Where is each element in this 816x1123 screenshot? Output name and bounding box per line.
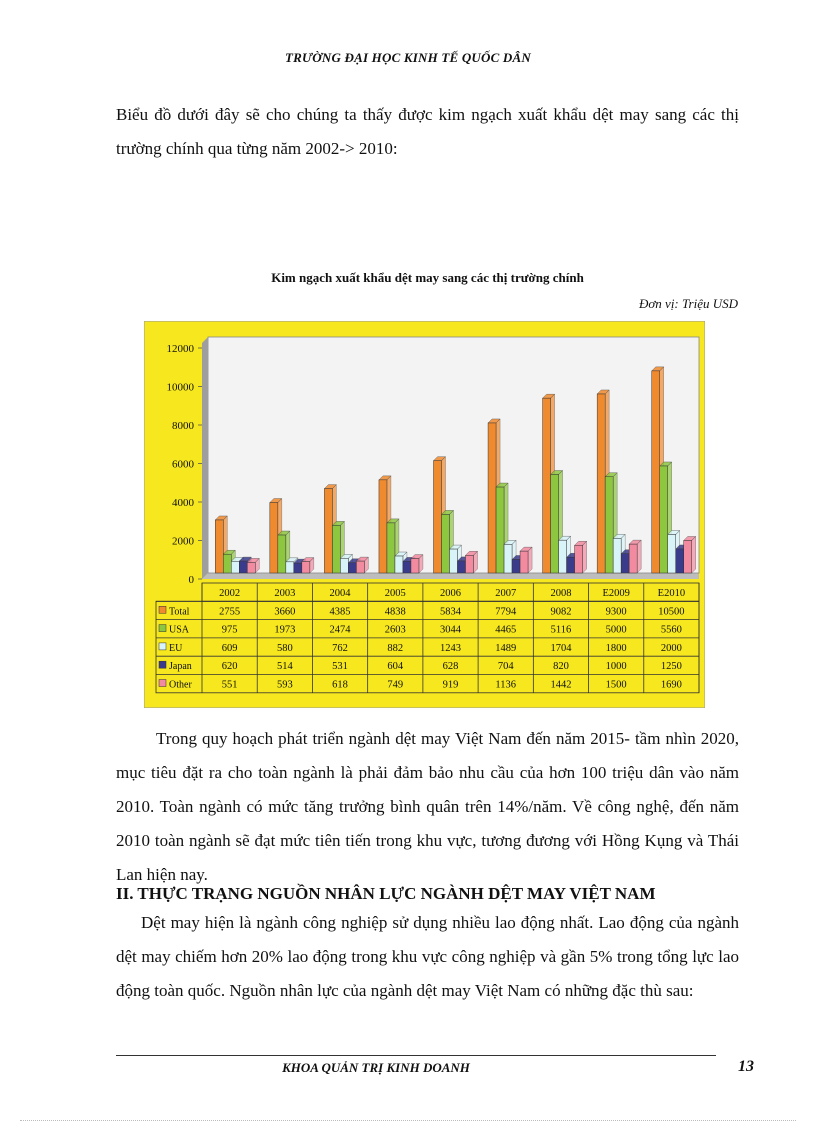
bar-eu (286, 562, 294, 573)
bar-eu (231, 561, 239, 573)
table-cell-value: 975 (221, 624, 238, 636)
table-cell-value: 4838 (384, 606, 406, 618)
bar-other (575, 545, 583, 573)
table-category-label: 2003 (274, 588, 296, 599)
legend-label: Total (169, 606, 190, 618)
table-cell-value: 704 (497, 661, 514, 673)
table-cell-value: 919 (442, 679, 459, 691)
bar-japan (621, 554, 629, 573)
bar-japan (294, 563, 302, 573)
table-cell-value: 628 (442, 661, 459, 673)
table-cell-value: 2603 (384, 624, 406, 636)
table-cell-value: 882 (387, 642, 404, 654)
planning-paragraph: Trong quy hoạch phát triển ngành dệt may Việt Nam đến năm 2015- tầm nhìn 2020, mục tiêu đặt ra cho toàn ngành là phải đảm bảo nhu cầu của hơn 100 triệu dân vào năm 2010. Toàn ngành có mức tăng trưởng bình quân trên 14%/năm. Về công nghệ, đến năm 2010 toàn ngành sẽ đạt mức tiên tiến trong khu vực, tương đương với Hồng Kụng và Thái Lan hiện nay. (116, 729, 739, 884)
bar-japan (239, 561, 247, 573)
legend-label: Japan (169, 661, 192, 673)
table-category-label: E2010 (657, 588, 686, 599)
table-cell-value: 9300 (605, 606, 627, 618)
table-cell-value: 820 (553, 661, 569, 673)
y-tick-label: 8000 (172, 420, 194, 432)
bar-eu (559, 540, 567, 573)
y-tick-label: 2000 (172, 535, 194, 548)
bar-japan (458, 561, 466, 573)
bar-total (434, 461, 442, 573)
table-cell-value: 3660 (274, 606, 296, 618)
y-tick-label: 10000 (166, 381, 194, 394)
table-cell-value: 551 (221, 679, 238, 691)
bar-total (597, 394, 605, 573)
table-cell-value: 1690 (660, 679, 682, 691)
table-cell-value: 593 (276, 679, 293, 691)
bar-usa (332, 525, 340, 573)
table-cell-value: 3044 (440, 624, 461, 636)
table-category-label: 2007 (495, 588, 517, 599)
legend-label: USA (169, 624, 190, 636)
bar-usa (660, 466, 668, 573)
y-tick-label: 0 (188, 574, 194, 586)
bar-usa (496, 487, 504, 573)
table-cell-value: 2755 (219, 606, 241, 618)
table-cell-value: 604 (387, 661, 404, 673)
table-cell-value: 620 (221, 661, 238, 673)
workforce-paragraph: Dệt may hiện là ngành công nghiệp sử dụng nhiều lao động nhất. Lao động của ngành dệt may chiếm hơn 20% lao động trong khu vực công nghiệp và gần 5% trong tổng lực lao động toàn quốc. Nguồn nhân lực của ngành dệt may Việt Nam có những đặc thù sau: (116, 913, 739, 1000)
bar-eu (450, 549, 458, 573)
table-cell-value: 1973 (274, 624, 296, 636)
bar-side-face (528, 547, 532, 573)
table-cell-value: 514 (276, 661, 293, 673)
table-cell-value: 5000 (605, 624, 627, 636)
table-category-label: 2004 (329, 588, 351, 599)
table-category-label: 2005 (384, 588, 406, 599)
legend-swatch-eu (159, 643, 166, 650)
table-cell-value: 618 (332, 679, 348, 691)
export-chart (144, 321, 705, 708)
table-cell-value: 10500 (658, 606, 685, 618)
table-cell-value: 4465 (495, 624, 517, 636)
table-cell-value: 1243 (440, 642, 461, 654)
bar-total (488, 423, 496, 573)
table-cell-value: 7794 (495, 606, 517, 618)
page-boundary (20, 1120, 796, 1121)
page-header: TRƯỜNG ĐẠI HỌC KINH TẾ QUỐC DÂN (285, 50, 531, 65)
bar-total (324, 489, 332, 573)
bar-usa (605, 477, 613, 573)
table-cell-value: 1489 (495, 642, 517, 654)
chart-caption: Kim ngạch xuất khẩu dệt may sang các thị trường chính (271, 270, 584, 285)
table-cell-value: 1800 (605, 642, 627, 654)
table-cell-value: 1442 (550, 679, 572, 691)
table-cell-value: 580 (276, 642, 293, 654)
y-tick-label: 4000 (172, 497, 194, 509)
table-category-label: E2009 (602, 588, 630, 599)
bar-japan (567, 557, 575, 573)
bar-japan (348, 563, 356, 573)
bar-eu (613, 538, 621, 573)
table-cell-value: 9082 (550, 606, 572, 618)
table-cell-value: 5834 (440, 606, 461, 618)
legend-swatch-total (159, 606, 166, 613)
bar-eu (340, 558, 348, 573)
bar-total (270, 503, 278, 573)
bar-japan (403, 561, 411, 573)
table-cell-value: 5116 (550, 624, 572, 636)
bar-japan (676, 549, 684, 573)
table-cell-value: 1250 (660, 661, 682, 673)
page-number: 13 (738, 1058, 754, 1075)
bar-usa (278, 535, 286, 573)
table-cell-value: 531 (332, 661, 348, 673)
bar-other (520, 551, 528, 573)
section-heading: II. THỰC TRẠNG NGUỒN NHÂN LỰC NGÀNH DỆT MAY VIỆT NAM (116, 884, 656, 903)
page-footer: KHOA QUẢN TRỊ KINH DOANH (282, 1060, 470, 1075)
table-category-label: 2002 (219, 588, 241, 599)
bar-other (684, 540, 692, 573)
table-cell-value: 1704 (550, 642, 572, 654)
legend-swatch-usa (159, 625, 166, 632)
y-tick-label: 6000 (172, 458, 194, 471)
bar-usa (551, 475, 559, 573)
legend-label: Other (169, 679, 192, 691)
bar-eu (395, 556, 403, 573)
bar-eu (668, 535, 676, 574)
bar-total (215, 520, 223, 573)
bar-japan (512, 559, 520, 573)
y-tick-label: 12000 (166, 343, 194, 355)
bar-other (466, 555, 474, 573)
table-cell-value: 609 (221, 642, 238, 654)
plot-wall (202, 337, 208, 579)
table-category-label: 2008 (550, 588, 572, 599)
table-cell-value: 4385 (329, 606, 351, 618)
bar-side-face (474, 551, 478, 573)
intro-paragraph: Biểu đồ dưới đây sẽ cho chúng ta thấy được kim ngạch xuất khẩu dệt may sang các thị trường chính qua từng năm 2002-> 2010: (116, 105, 739, 158)
legend-label: EU (169, 642, 183, 654)
table-cell-value: 749 (387, 679, 404, 691)
table-cell-value: 1136 (495, 679, 517, 691)
bar-eu (504, 544, 512, 573)
table-cell-value: 762 (332, 642, 348, 654)
legend-swatch-other (159, 680, 166, 687)
bar-other (356, 561, 364, 573)
table-cell-value: 1500 (605, 679, 627, 691)
table-cell-value: 2000 (660, 642, 682, 654)
bar-usa (442, 514, 450, 573)
chart-unit: Đơn vị: Triệu USD (638, 296, 738, 311)
bar-side-face (692, 536, 696, 573)
bar-side-face (583, 541, 587, 573)
table-category-label: 2006 (440, 588, 461, 599)
table-cell-value: 2474 (329, 624, 351, 636)
bar-usa (223, 554, 231, 573)
bar-other (302, 562, 310, 573)
legend-swatch-japan (159, 661, 166, 668)
footer-divider (116, 1055, 716, 1056)
table-cell-value: 1000 (605, 661, 627, 673)
bar-total (379, 480, 387, 573)
plot-floor (202, 573, 699, 579)
bar-other (247, 562, 255, 573)
bar-other (411, 559, 419, 573)
bar-total (543, 398, 551, 573)
bar-usa (387, 523, 395, 573)
bar-side-face (637, 540, 641, 573)
bar-total (652, 371, 660, 573)
table-cell-value: 5560 (660, 624, 682, 636)
bar-other (629, 544, 637, 573)
